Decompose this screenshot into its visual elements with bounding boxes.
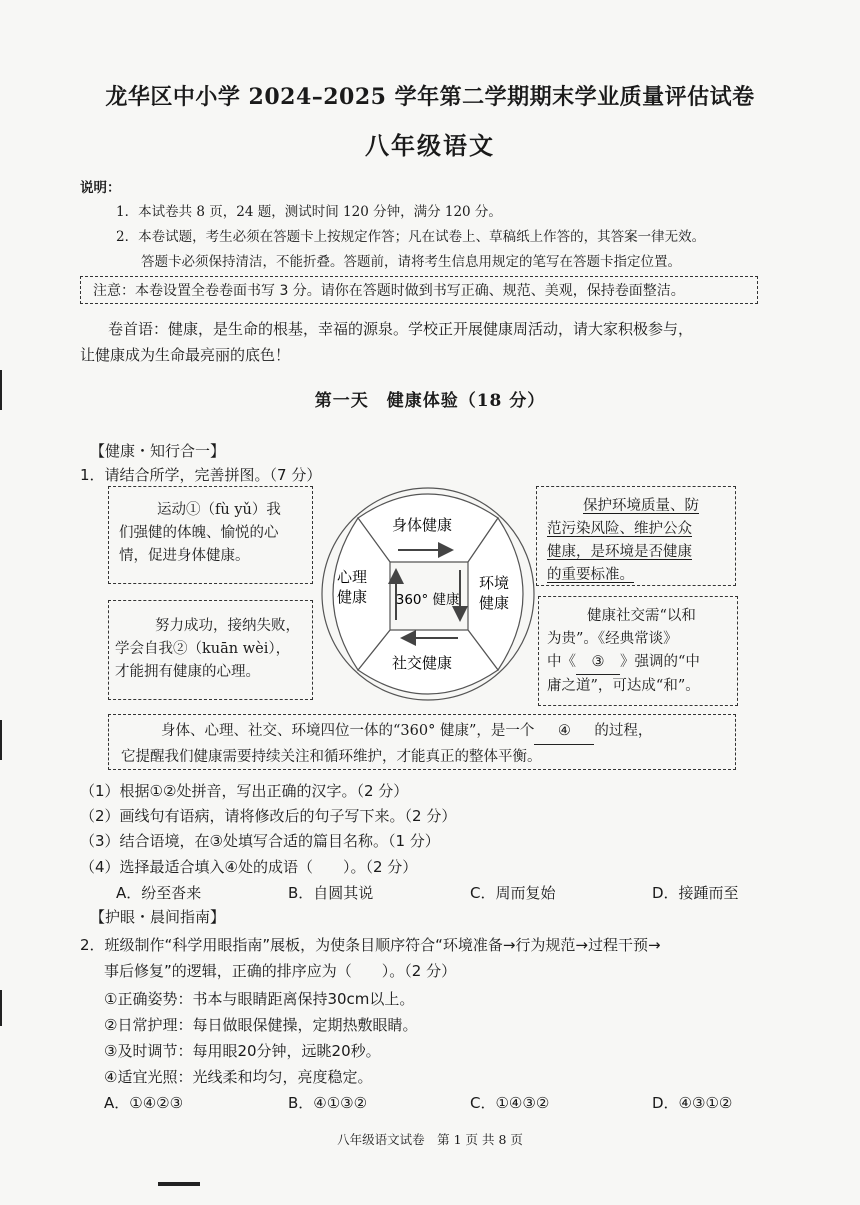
summary-box <box>108 714 736 770</box>
exam-title: 龙华区中小学 2024–2025 学年第二学期期末学业质量评估试卷 <box>105 84 755 110</box>
q2-option-c[interactable]: C．①④③② <box>470 1094 550 1112</box>
preface-line-2: 让健康成为生命最亮丽的底色！ <box>80 346 291 364</box>
q1-stem: 1．请结合所学，完善拼图。（7 分） <box>80 466 322 484</box>
q1-sub-4: （4）选择最适合填入④处的成语（ ）。（2 分） <box>80 858 418 876</box>
q2-option-d[interactable]: D．④③①② <box>652 1094 733 1112</box>
binding-mark <box>0 370 2 410</box>
box-social-line-4: 庸之道”，可达成“和”。 <box>547 678 700 694</box>
q2-item-3: ③及时调节：每用眼20分钟，远眺20秒。 <box>104 1042 381 1060</box>
box-mind-line-2: 学会自我②（kuān wèi）， <box>115 641 291 657</box>
box-social-line-1: 健康社交需“以和 <box>587 608 696 624</box>
binding-mark <box>0 990 2 1026</box>
segment-mind-label-1: 心理 <box>336 568 368 586</box>
page-footer: 八年级语文试卷 第 1 页 共 8 页 <box>337 1132 523 1147</box>
puzzle-box-body <box>108 486 313 584</box>
blank-4[interactable]: ④ <box>534 719 594 745</box>
segment-env-label-2: 健康 <box>478 594 510 612</box>
writing-notice: 注意：本卷设置全卷卷面书写 3 分。请你在答题时做到书写正确、规范、美观，保持卷面整洁。 <box>80 276 758 304</box>
instruction-item-2a: 2．本卷试题，考生必须在答题卡上按规定作答；凡在试卷上、草稿纸上作答的，其答案一律无效。 <box>116 229 706 245</box>
q1-tag: 【健康・知行合一】 <box>90 442 226 460</box>
puzzle-box-mind <box>108 600 313 700</box>
q2-tag: 【护眼・晨间指南】 <box>90 908 226 926</box>
box-env-line-3: 健康，是环境是否健康 <box>547 544 692 560</box>
puzzle-box-environment <box>536 486 736 586</box>
center-label-360: 360° <box>395 592 429 608</box>
box-body-line-3: 情，促进身体健康。 <box>119 548 250 564</box>
preface-line-1: 卷首语：健康，是生命的根基，幸福的源泉。学校正开展健康周活动，请大家积极参与， <box>108 320 694 338</box>
box-social-line-3c: 》强调的“中 <box>620 654 700 670</box>
box-env-line-2: 范污染风险、维护公众 <box>547 521 692 537</box>
summary-line-2: 它提醒我们健康需要持续关注和循环维护，才能真正的整体平衡。 <box>121 749 542 765</box>
q2-option-b[interactable]: B．④①③② <box>288 1094 368 1112</box>
center-label-health: 健康 <box>432 592 460 608</box>
q1-sub-2: （2）画线句有语病，请将修改后的句子写下来。（2 分） <box>80 807 457 825</box>
segment-social-label: 社交健康 <box>391 654 453 672</box>
binding-mark <box>0 720 2 760</box>
q1-option-d[interactable]: D．接踵而至 <box>652 884 739 902</box>
box-env-line-1: 保护环境质量、防 <box>583 498 699 514</box>
q1-option-a[interactable]: A．纷至沓来 <box>116 884 202 902</box>
segment-env-label-1: 环境 <box>478 574 510 592</box>
section-title: 第一天 健康体验（18 分） <box>314 391 546 411</box>
q2-item-2: ②日常护理：每日做眼保健操，定期热敷眼睛。 <box>104 1016 418 1034</box>
q2-stem-line-1: 2．班级制作“科学用眼指南”展板，为使条目顺序符合“环境准备→行为规范→过程干预→ <box>80 936 661 954</box>
box-social-line-2: 为贵”。《经典常谈》 <box>547 631 678 647</box>
summary-line-1a: 身体、心理、社交、环境四位一体的“360° 健康”，是一个 <box>161 723 535 739</box>
blank-3[interactable]: ③ <box>576 651 620 675</box>
q2-stem-line-2: 事后修复”的逻辑，正确的排序应为（ ）。（2 分） <box>104 962 457 980</box>
q1-sub-3: （3）结合语境，在③处填写合适的篇目名称。（1 分） <box>80 832 440 850</box>
puzzle-box-social <box>538 596 738 706</box>
segment-mind-label-2: 健康 <box>336 588 368 606</box>
q1-option-c[interactable]: C．周而复始 <box>470 884 556 902</box>
segment-body-label: 身体健康 <box>391 516 453 534</box>
q2-item-1: ①正确姿势：书本与眼睛距离保持30cm以上。 <box>104 990 415 1008</box>
health-puzzle-diagram <box>318 478 536 708</box>
exam-subject: 八年级语文 <box>365 131 495 160</box>
box-body-line-2: 们强健的体魄、愉悦的心 <box>119 525 279 541</box>
instruction-item-2b: 答题卡必须保持清洁，不能折叠。答题前，请将考生信息用规定的笔写在答题卡指定位置。 <box>141 254 681 270</box>
box-mind-line-1: 努力成功，接纳失败， <box>155 618 300 634</box>
summary-line-1c: 的过程， <box>594 723 653 739</box>
q2-option-a[interactable]: A．①④②③ <box>104 1094 184 1112</box>
box-body-line-1: 运动①（fù yǔ）我 <box>157 502 281 518</box>
box-mind-line-3: 才能拥有健康的心理。 <box>115 664 260 680</box>
box-env-line-4: 的重要标准。 <box>547 567 634 583</box>
q1-sub-1: （1）根据①②处拼音，写出正确的汉字。（2 分） <box>80 782 409 800</box>
scan-mark <box>158 1182 200 1186</box>
instructions-label: 说明： <box>80 180 121 196</box>
q1-option-b[interactable]: B．自圆其说 <box>288 884 374 902</box>
box-social-line-3 <box>547 651 733 675</box>
box-social-line-3a: 中《 <box>547 654 576 670</box>
q2-item-4: ④适宜光照：光线柔和均匀，亮度稳定。 <box>104 1068 373 1086</box>
instruction-item-1: 1．本试卷共 8 页，24 题，测试时间 120 分钟，满分 120 分。 <box>116 204 502 220</box>
